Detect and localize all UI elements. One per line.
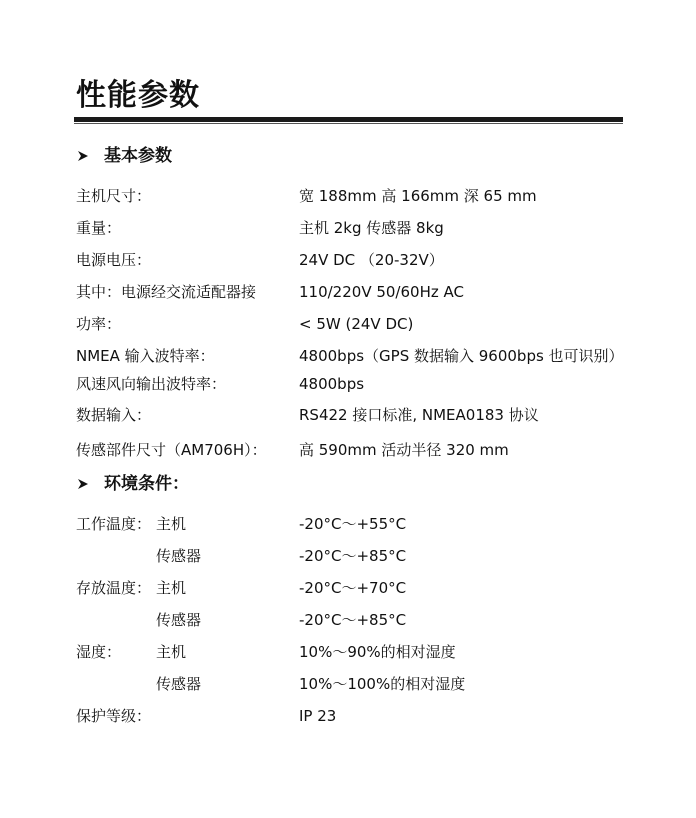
spec-row: [76, 577, 636, 599]
spec-label: 传感部件尺寸（AM706H）：: [76, 441, 267, 459]
section-heading-basic: [76, 145, 172, 167]
spec-value: -20°C～+70°C: [299, 579, 407, 597]
spec-label: 存放温度：: [76, 579, 152, 597]
spec-row: [76, 609, 636, 631]
spec-value: 4800bps: [299, 375, 365, 393]
spec-label: 重量：: [76, 219, 122, 237]
spec-row: [76, 439, 636, 461]
spec-value: 4800bps（GPS 数据输入 9600bps 也可识别）: [299, 347, 624, 365]
spec-sublabel: 主机: [156, 579, 187, 597]
spec-label: 数据输入：: [76, 406, 152, 424]
spec-label: 风速风向输出波特率：: [76, 375, 227, 393]
spec-row: [76, 705, 636, 727]
spec-row: [76, 313, 636, 335]
spec-sublabel: 传感器: [156, 675, 202, 693]
spec-label: 湿度：: [76, 643, 122, 661]
spec-row: [76, 185, 636, 207]
spec-row: [76, 404, 636, 426]
spec-value: 10%～100%的相对湿度: [299, 675, 466, 693]
spec-label: 其中：电源经交流适配器接: [76, 283, 257, 301]
spec-value: -20°C～+55°C: [299, 515, 407, 533]
spec-value: 24V DC （20-32V）: [299, 251, 444, 269]
arrow-bullet-icon: [76, 477, 90, 491]
spec-row: [76, 513, 636, 535]
spec-sublabel: 传感器: [156, 547, 202, 565]
section-heading-environment: [76, 473, 189, 495]
spec-sublabel: 主机: [156, 643, 187, 661]
spec-row: [76, 249, 636, 271]
spec-sublabel: 主机: [156, 515, 187, 533]
spec-row: [76, 673, 636, 695]
spec-value: 主机 2kg 传感器 8kg: [299, 219, 444, 237]
spec-value: 10%～90%的相对湿度: [299, 643, 456, 661]
spec-label: NMEA 输入波特率：: [76, 347, 215, 365]
spec-row: [76, 641, 636, 663]
section-heading-label: 环境条件：: [104, 474, 189, 494]
spec-label: 功率：: [76, 315, 122, 333]
title-rule-thick: [74, 117, 623, 122]
spec-label: 电源电压：: [76, 251, 152, 269]
page-title: 性能参数: [76, 78, 200, 113]
spec-value: -20°C～+85°C: [299, 547, 407, 565]
spec-value: < 5W (24V DC): [299, 315, 414, 333]
spec-row: [76, 545, 636, 567]
spec-sublabel: 传感器: [156, 611, 202, 629]
section-heading-label: 基本参数: [104, 146, 172, 166]
spec-label: 保护等级：: [76, 707, 152, 725]
spec-value: RS422 接口标准, NMEA0183 协议: [299, 406, 539, 424]
spec-value: 宽 188mm 高 166mm 深 65 mm: [299, 187, 537, 205]
spec-value: 110/220V 50/60Hz AC: [299, 283, 464, 301]
spec-label: 主机尺寸：: [76, 187, 152, 205]
spec-value: 高 590mm 活动半径 320 mm: [299, 441, 509, 459]
spec-value: -20°C～+85°C: [299, 611, 407, 629]
spec-row: [76, 281, 636, 303]
spec-row: [76, 217, 636, 239]
spec-row: [76, 345, 636, 367]
arrow-bullet-icon: [76, 149, 90, 163]
title-rule-thin: [74, 123, 623, 124]
spec-label: 工作温度：: [76, 515, 152, 533]
spec-value: IP 23: [299, 707, 337, 725]
spec-row: [76, 373, 636, 395]
